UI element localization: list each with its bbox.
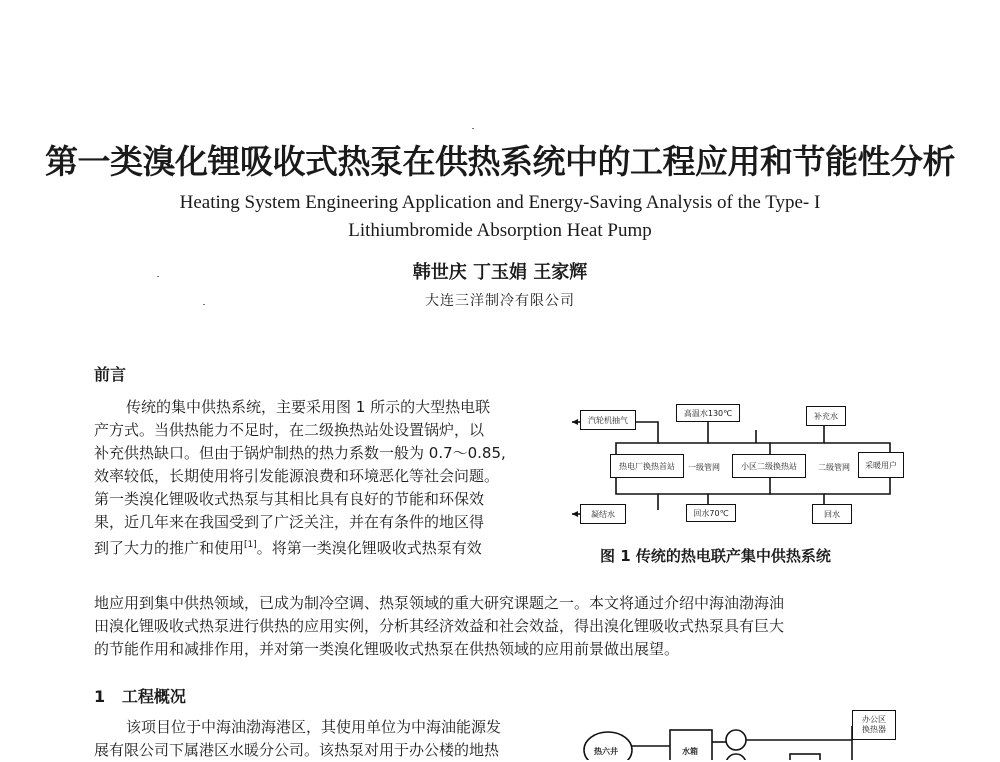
overview-line: 该项目位于中海油渤海港区，其使用单位为中海油能源发 — [126, 718, 502, 736]
section-heading-project-overview — [94, 684, 186, 707]
box-return-water-70: 回水70℃ — [686, 504, 736, 522]
exchanger-label: 换热器 — [862, 725, 886, 734]
preface-line: 的节能作用和减排作用，并对第一类溴化锂吸收式热泵在供热领域的应用前景做出展望。 — [94, 640, 680, 658]
paper-affiliation: 大连三洋制冷有限公司 — [425, 293, 575, 309]
section-title: 工程概况 — [121, 687, 186, 706]
paper-title-english-line2: Lithiumbromide Absorption Heat Pump — [348, 220, 652, 241]
citation-ref: [1] — [244, 540, 257, 550]
preface-line: 果，近几年来在我国受到了广泛关注，并在有条件的地区得 — [94, 513, 485, 531]
preface-line: 产方式。当供热能力不足时，在二级换热站处设置锅炉，以 — [94, 421, 485, 439]
preface-paragraph — [94, 396, 506, 560]
project-overview-paragraph — [94, 716, 501, 762]
figure-2-diagram — [580, 706, 910, 760]
box-district-heat-station: 小区二级换热站 — [732, 454, 806, 478]
box-makeup-water: 补充水 — [806, 406, 846, 426]
paper-title-english-line1: Heating System Engineering Application and Energy-Saving Analysis of the Type- I — [179, 192, 821, 213]
label-hot-well: 热六井 — [594, 747, 618, 756]
preface-line: 地应用到集中供热领域，已成为制冷空调、热泵领域的重大研究课题之一。本文将通过介绍中海油渤海油 — [94, 594, 785, 612]
figure-1-caption: 图 1 传统的热电联产集中供热系统 — [600, 547, 831, 565]
box-heating-user: 采暖用户 — [858, 452, 904, 478]
office-label: 办公区 — [862, 715, 886, 724]
label-primary-network: 一级管网 — [688, 463, 720, 472]
figure-1-diagram — [570, 398, 910, 534]
preface-line-text: 到了大力的推广和使用 — [94, 539, 245, 557]
scan-speck — [472, 128, 474, 129]
box-plant-heat-station: 热电厂换热首站 — [610, 454, 684, 478]
label-secondary-network: 二级管网 — [818, 463, 850, 472]
box-condensate: 凝结水 — [580, 504, 626, 524]
overview-line: 展有限公司下属港区水暖分公司。该热泵对用于办公楼的地热 — [94, 741, 500, 759]
label-water-tank: 水箱 — [682, 747, 698, 756]
box-hot-water-130: 高温水130℃ — [676, 404, 740, 422]
preface-line-tail: 。将第一类溴化锂吸收式热泵有效 — [256, 539, 482, 557]
paper-title-chinese: 第一类溴化锂吸收式热泵在供热系统中的工程应用和节能性分析 — [45, 142, 955, 181]
paper-authors: 韩世庆 丁玉娟 王家辉 — [412, 262, 588, 283]
section-number: 1 — [94, 687, 106, 706]
section-heading-preface: 前言 — [94, 365, 127, 384]
preface-line — [94, 534, 506, 560]
preface-paragraph-continued — [94, 592, 784, 661]
preface-line: 第一类溴化锂吸收式热泵与其相比具有良好的节能和环保效 — [94, 490, 485, 508]
box-return-water: 回水 — [812, 504, 852, 524]
preface-line: 田溴化锂吸收式热泵进行供热的应用实例，分析其经济效益和社会效益，得出溴化锂吸收式热泵具有巨大 — [94, 617, 785, 635]
preface-line: 效率较低，长期使用将引发能源浪费和环境恶化等社会问题。 — [94, 467, 500, 485]
preface-line: 传统的集中供热系统，主要采用图 1 所示的大型热电联 — [126, 398, 491, 416]
preface-line: 补充供热缺口。但由于锅炉制热的热力系数一般为 0.7～0.85, — [94, 444, 506, 462]
box-turbine-extraction: 汽轮机抽气 — [580, 410, 636, 430]
box-office-heat-exchanger — [852, 710, 896, 740]
